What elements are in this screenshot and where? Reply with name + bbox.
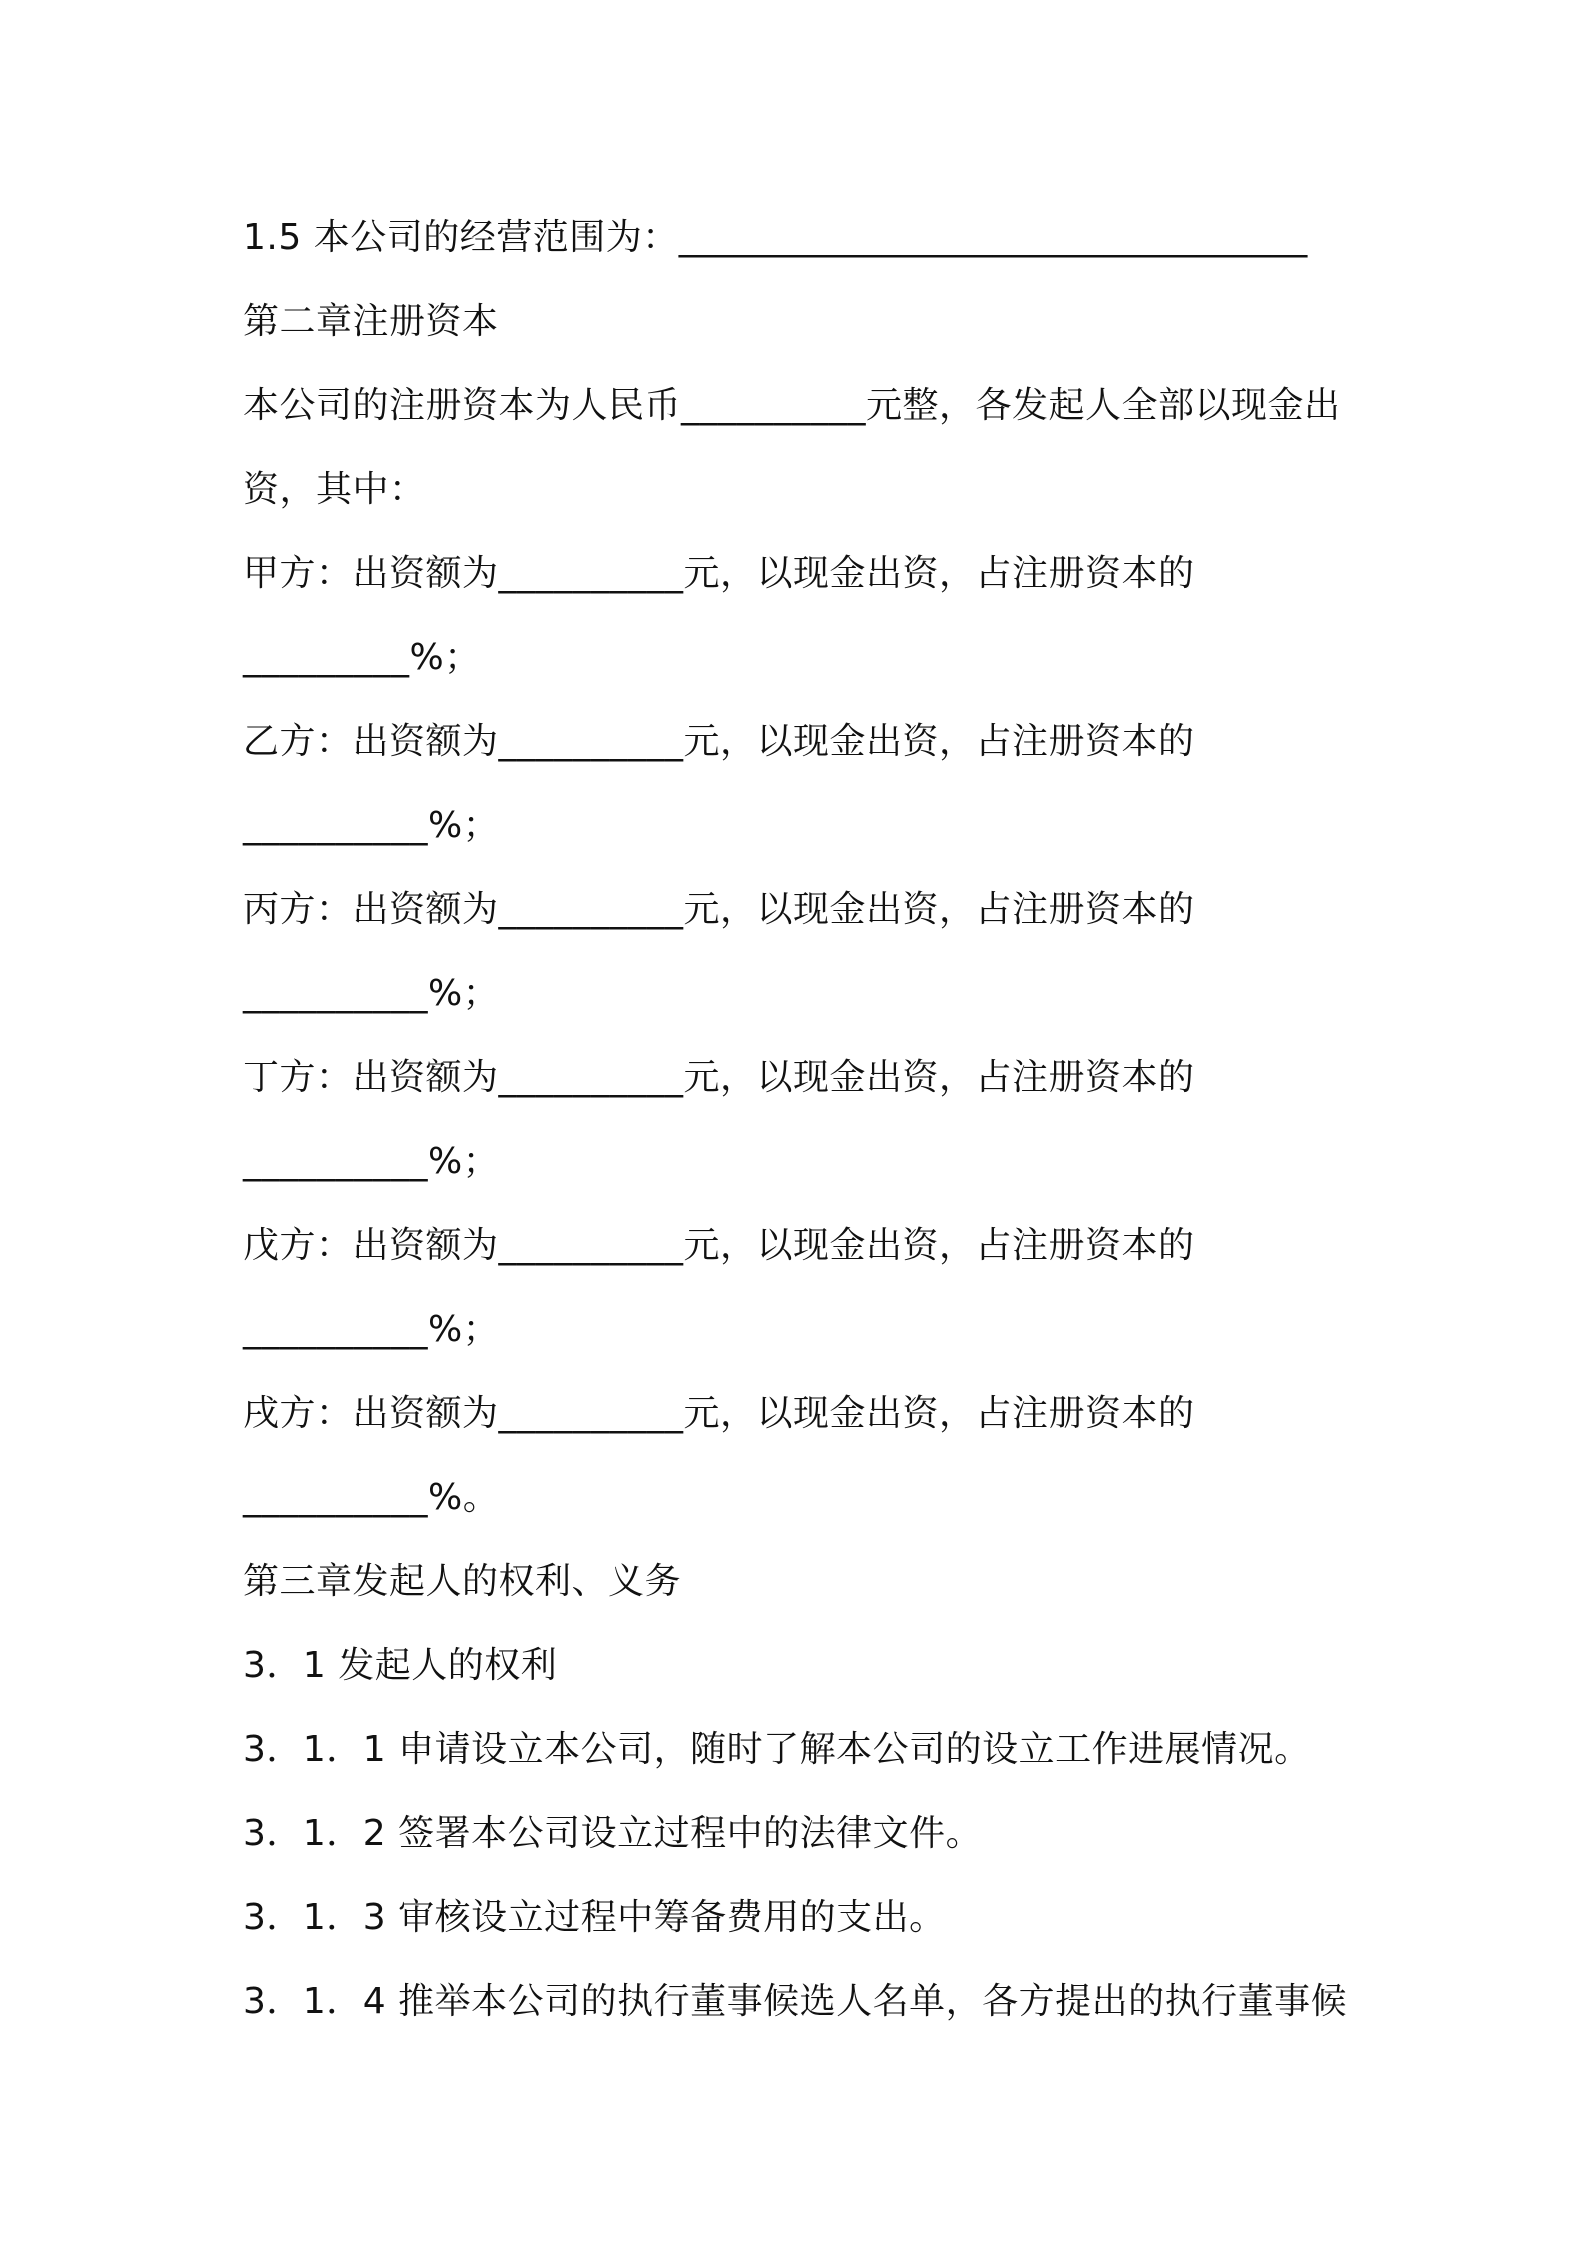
document-body — [243, 196, 1363, 2044]
party-a-contribution: 甲方：出资额为__________元，以现金出资，占注册资本的 — [243, 553, 1195, 594]
section-3-1-2: 3．1．2 签署本公司设立过程中的法律文件。 — [243, 1813, 983, 1854]
party-d-contribution: 丁方：出资额为__________元，以现金出资，占注册资本的 — [243, 1057, 1195, 1098]
business-scope-clause: 1.5 本公司的经营范围为：__________________________________ — [243, 217, 1308, 258]
chapter-two-title: 第二章注册资本 — [243, 301, 499, 342]
chapter-three-title: 第三章发起人的权利、义务 — [243, 1561, 682, 1602]
party-a-percentage: _________%； — [243, 637, 481, 678]
party-f-percentage: __________%。 — [243, 1477, 500, 1518]
party-d-percentage: __________%； — [243, 1141, 500, 1182]
party-e-contribution: 戊方：出资额为__________元，以现金出资，占注册资本的 — [243, 1225, 1195, 1266]
party-b-percentage: __________%； — [243, 805, 500, 846]
party-f-contribution: 戌方：出资额为__________元，以现金出资，占注册资本的 — [243, 1393, 1195, 1434]
registered-capital-continuation: 资，其中： — [243, 469, 426, 510]
party-b-contribution: 乙方：出资额为__________元，以现金出资，占注册资本的 — [243, 721, 1195, 762]
party-c-percentage: __________%； — [243, 973, 500, 1014]
section-3-1-4: 3．1．4 推举本公司的执行董事候选人名单，各方提出的执行董事候 — [243, 1981, 1348, 2022]
section-3-1-title: 3．1 发起人的权利 — [243, 1645, 558, 1686]
section-3-1-3: 3．1．3 审核设立过程中筹备费用的支出。 — [243, 1897, 946, 1938]
party-c-contribution: 丙方：出资额为__________元，以现金出资，占注册资本的 — [243, 889, 1195, 930]
section-3-1-1: 3．1．1 申请设立本公司，随时了解本公司的设立工作进展情况。 — [243, 1729, 1311, 1770]
party-e-percentage: __________%； — [243, 1309, 500, 1350]
registered-capital-clause: 本公司的注册资本为人民币__________元整，各发起人全部以现金出 — [243, 385, 1341, 426]
